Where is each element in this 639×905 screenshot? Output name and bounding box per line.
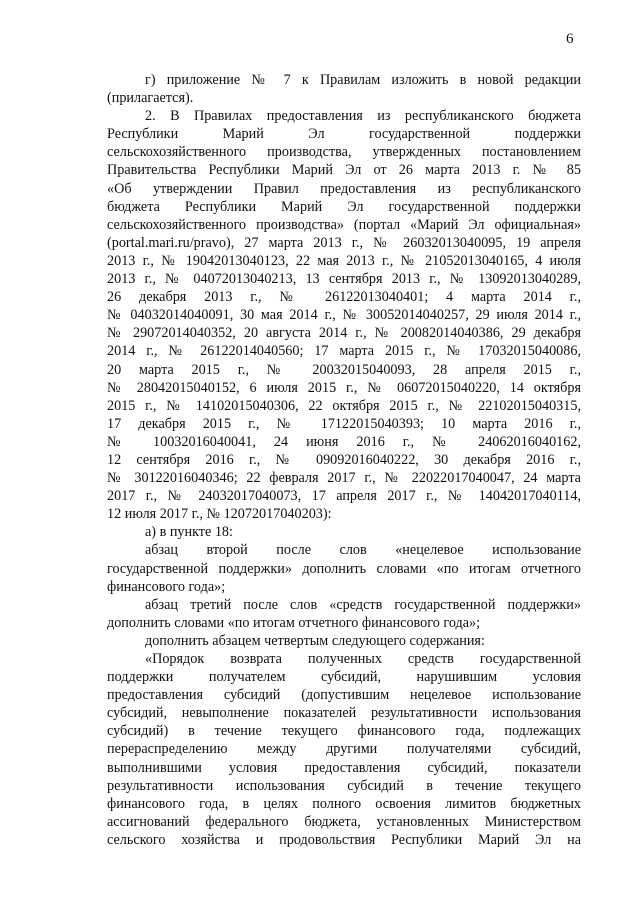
text-line: субсидий, невыполнение показателей результативности использования bbox=[107, 705, 581, 722]
text-line: абзац третий после слов «средств государственной поддержки» bbox=[145, 596, 581, 613]
text-line: финансового года»; bbox=[107, 578, 226, 595]
text-line: Правительства Республики Марий Эл от 26 марта 2013 г. № 85 bbox=[107, 162, 581, 179]
text-line: Республики Марий Эл государственной поддержки bbox=[107, 126, 581, 143]
text-line: «Об утверждении Правил предоставления из республиканского bbox=[107, 180, 581, 197]
text-line: 2014 г., № 26122014040560; 17 марта 2015 г., № 17032015040086, bbox=[107, 343, 581, 360]
text-line: а) в пункте 18: bbox=[145, 524, 233, 541]
page-number: 6 bbox=[566, 31, 574, 47]
text-line: 2. В Правилах предоставления из республиканского бюджета bbox=[145, 108, 581, 125]
text-line: 17 декабря 2015 г., № 17122015040393; 10 марта 2016 г., bbox=[107, 415, 581, 432]
text-line: (portal.mari.ru/pravo), 27 марта 2013 г., № 26032013040095, 19 апреля bbox=[107, 234, 581, 251]
text-line: 2015 г., № 14102015040306, 22 октября 2015 г., № 22102015040315, bbox=[107, 397, 581, 414]
text-line: поддержки получателем субсидий, нарушившим условия bbox=[107, 669, 581, 686]
text-line: 26 декабря 2013 г., № 26122013040401; 4 марта 2014 г., bbox=[107, 289, 581, 306]
text-line: 12 сентября 2016 г., № 09092016040222, 30 декабря 2016 г., bbox=[107, 451, 581, 468]
text-line: результативности использования субсидий в течение текущего bbox=[107, 777, 581, 794]
text-line: абзац второй после слов «нецелевое использование bbox=[145, 542, 581, 559]
text-line: № 04032014040091, 30 мая 2014 г., № 30052014040257, 29 июля 2014 г., bbox=[107, 307, 581, 324]
text-line: субсидий) в течение текущего финансового года, подлежащих bbox=[107, 723, 581, 740]
text-line: № 28042015040152, 6 июля 2015 г., № 06072015040220, 14 октября bbox=[107, 379, 581, 396]
text-line: ассигнований федерального бюджета, установленных Министерством bbox=[107, 813, 581, 830]
text-line: сельскохозяйственного производства, утвержденных постановлением bbox=[107, 144, 581, 161]
text-line: 12 июля 2017 г., № 12072017040203): bbox=[107, 506, 332, 523]
text-line: перераспределению между другими получателями субсидий, bbox=[107, 741, 581, 758]
text-line: предоставления субсидий (допустившим нецелевое использование bbox=[107, 687, 581, 704]
text-line: выполнившими условия предоставления субсидий, показатели bbox=[107, 759, 581, 776]
text-line: бюджета Республики Марий Эл государственной поддержки bbox=[107, 198, 581, 215]
text-line: финансового года, в целях полного освоения лимитов бюджетных bbox=[107, 795, 581, 812]
text-line: «Порядок возврата полученных средств государственной bbox=[145, 651, 581, 667]
text-line: 2013 г., № 04072013040213, 13 сентября 2013 г., № 13092013040289, bbox=[107, 271, 581, 288]
text-line: г) приложение № 7 к Правилам изложить в новой редакции bbox=[145, 72, 581, 88]
text-line: 2017 г., № 24032017040073, 17 апреля 2017 г., № 14042017040114, bbox=[107, 488, 581, 505]
text-line: сельскохозяйственного производства» (портал «Марий Эл официальная» bbox=[107, 216, 581, 233]
text-line: № 29072014040352, 20 августа 2014 г., № 20082014040386, 29 декабря bbox=[107, 325, 581, 342]
text-line: № 10032016040041, 24 июня 2016 г., № 24062016040162, bbox=[107, 433, 581, 450]
text-line: дополнить словами «по итогам отчетного финансового года»; bbox=[107, 614, 481, 631]
text-line: № 30122016040346; 22 февраля 2017 г., № 22022017040047, 24 марта bbox=[107, 470, 581, 487]
text-line: (прилагается). bbox=[107, 90, 194, 107]
text-line: 2013 г., № 19042013040123, 22 мая 2013 г., № 21052013040165, 4 июля bbox=[107, 252, 581, 269]
text-line: сельского хозяйства и продовольствия Республики Марий Эл на bbox=[107, 831, 581, 848]
text-line: дополнить абзацем четвертым следующего содержания: bbox=[145, 632, 485, 649]
text-line: 20 марта 2015 г., № 20032015040093, 28 апреля 2015 г., bbox=[107, 361, 581, 378]
text-line: государственной поддержки» дополнить словами «по итогам отчетного bbox=[107, 560, 581, 577]
document-body bbox=[107, 71, 581, 849]
